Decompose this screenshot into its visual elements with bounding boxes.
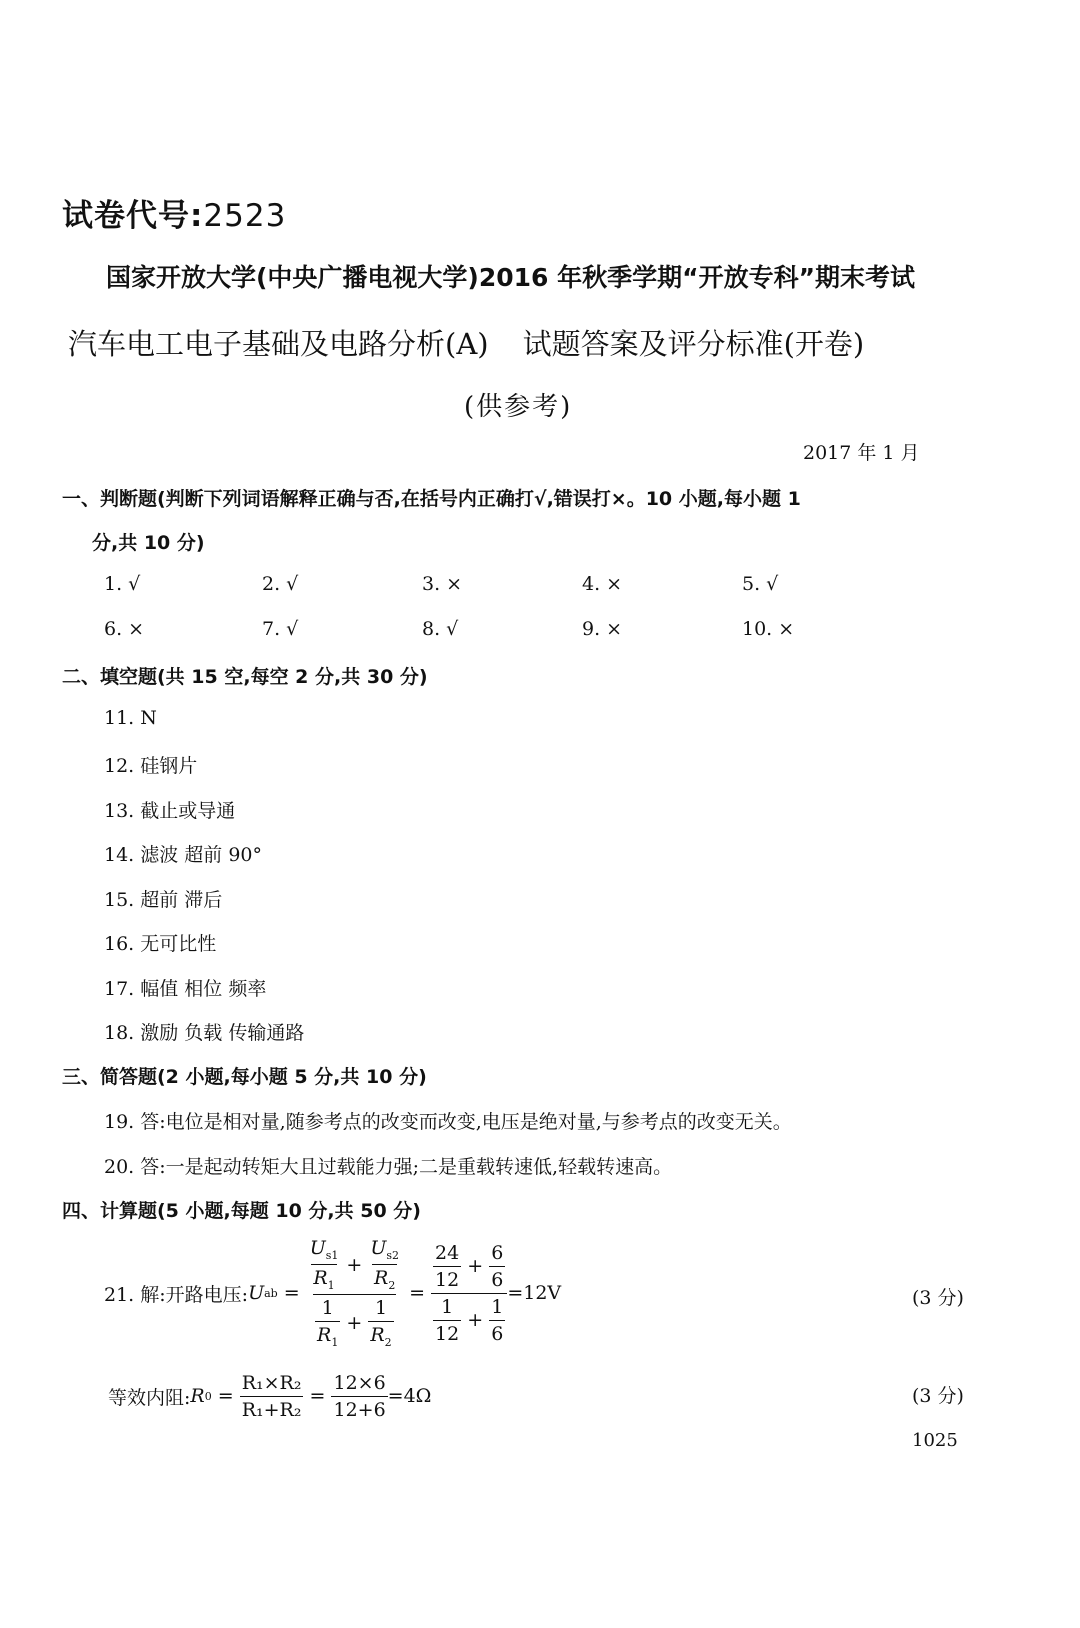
req-lhs-sub: 0 (204, 1389, 212, 1403)
exam-title-right: 试题答案及评分标准(开卷) (522, 327, 865, 361)
answer-10: 10. × (742, 618, 795, 640)
answer-1: 1. √ (104, 573, 141, 595)
fill-answer-12: 12. 硅钢片 (104, 755, 198, 777)
answer-5: 5. √ (742, 573, 779, 595)
equivalent-resistance: 等效内阻: R 0 = $\frac{\text{R₁×R₂}}{\text{R₁+R₂}}$ = $\frac{12\times 6}{12+6}$ =4Ω (108, 1371, 432, 1421)
q21-lhs: U (248, 1282, 265, 1304)
paper-code (62, 190, 286, 235)
section1-heading-line2: 分,共 10 分) (92, 532, 205, 554)
fill-answer-13: 13. 截止或导通 (104, 800, 236, 822)
req-symbolic-fraction: $\frac{\text{R₁×R₂}}{\text{R₁+R₂}}$ (241, 1371, 302, 1421)
req-points: (3 分) (912, 1385, 964, 1407)
fill-answer-17: 17. 幅值 相位 频率 (104, 978, 267, 1000)
section3-heading: 三、简答题(2 小题,每小题 5 分,共 10 分) (62, 1066, 427, 1088)
fill-answer-11: 11. N (104, 707, 157, 729)
short-answer-19: 19. 答:电位是相对量,随参考点的改变而改变,电压是绝对量,与参考点的改变无关。 (104, 1111, 792, 1133)
answer-4: 4. × (582, 573, 623, 595)
fill-answer-14: 14. 滤波 超前 90° (104, 844, 263, 866)
q21-numeric-fraction: $\frac{24}{12}$ + $\frac{6}{6}$ $\frac{1}{12}$ + $\frac{1}{6}$ (431, 1242, 507, 1345)
fill-answer-16: 16. 无可比性 (104, 933, 217, 955)
university-line: 国家开放大学(中央广播电视大学)2016 年秋季学期“开放专科”期末考试 (106, 263, 915, 292)
q21-open-circuit-voltage: 21. 解:开路电压: U ab = $\frac{U_{s1}}{R_1}$ + $\frac{U_{s2}}{R_2}$ $\frac{1}{R_1}$ + $\frac{1}{R_2}$ = $\frac{24}{12}$ + $\frac{6}{6}$ $\frac{1}{12}$ + $\frac{1}{6}$ =12V (104, 1237, 562, 1349)
short-answer-20: 20. 答:一是起动转矩大且过载能力强;二是重载转速低,轻载转速高。 (104, 1156, 673, 1178)
q21-points: (3 分) (912, 1287, 964, 1309)
reference-note: (供参考) (464, 392, 573, 422)
q21-result: =12V (507, 1282, 562, 1304)
section4-heading: 四、计算题(5 小题,每题 10 分,共 50 分) (62, 1200, 421, 1222)
req-numeric-fraction: $\frac{12\times 6}{12+6}$ (333, 1371, 386, 1421)
q21-symbolic-fraction: $\frac{U_{s1}}{R_1}$ + $\frac{U_{s2}}{R_2}$ $\frac{1}{R_1}$ + $\frac{1}{R_2}$ (309, 1237, 400, 1349)
answer-3: 3. × (422, 573, 463, 595)
answer-6: 6. × (104, 618, 145, 640)
fill-answer-18: 18. 激励 负载 传输通路 (104, 1022, 305, 1044)
section1-heading-line1: 一、判断题(判断下列词语解释正确与否,在括号内正确打√,错误打×。10 小题,每小题 1 (62, 488, 801, 510)
exam-date: 2017 年 1 月 (803, 442, 920, 464)
fill-answer-15: 15. 超前 滞后 (104, 889, 223, 911)
exam-title-left: 汽车电工电子基础及电路分析(A) (68, 327, 489, 361)
answer-7: 7. √ (262, 618, 299, 640)
section2-heading: 二、填空题(共 15 空,每空 2 分,共 30 分) (62, 666, 428, 688)
paper-code-value: 2523 (203, 198, 287, 234)
req-lhs: R (190, 1385, 205, 1407)
answer-2: 2. √ (262, 573, 299, 595)
q21-prefix: 21. 解:开路电压: (104, 1283, 249, 1306)
q21-lhs-sub: ab (264, 1286, 278, 1300)
paper-code-label: 试卷代号: (62, 198, 204, 234)
answer-9: 9. × (582, 618, 623, 640)
req-result: =4Ω (387, 1385, 432, 1407)
page-number: 1025 (912, 1430, 958, 1451)
answer-8: 8. √ (422, 618, 459, 640)
req-prefix: 等效内阻: (108, 1386, 191, 1409)
exam-title (68, 322, 864, 363)
